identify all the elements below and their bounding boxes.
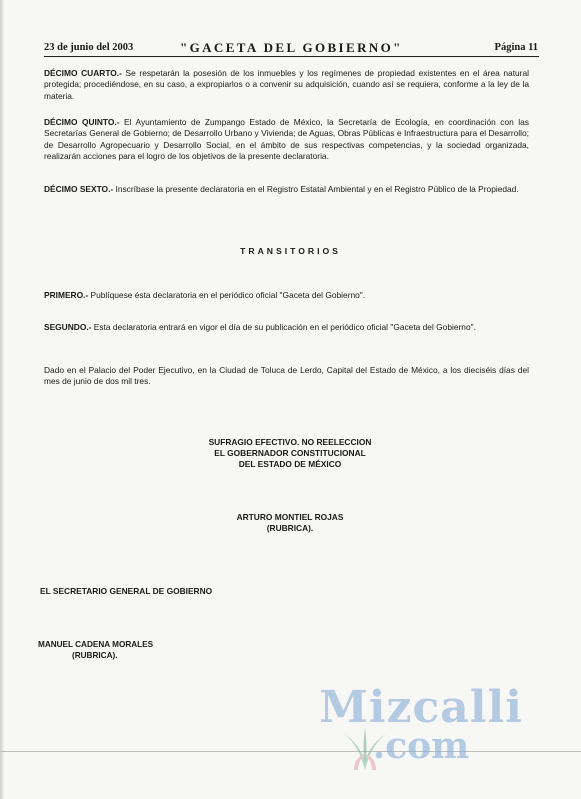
secretary-signature <box>38 640 178 661</box>
article-text: Inscríbase la presente declaratoria en el Registro Estatal Ambiental y en el Registro Público de la Propiedad. <box>113 184 519 194</box>
secretary-title: EL SECRETARIO GENERAL DE GOBIERNO <box>40 586 213 596</box>
article-text: El Ayuntamiento de Zumpango Estado de México, la Secretaría de Ecología, en coordinación con las Secretarías General de Gobierno; de Desarrollo Urbano y Vivienda; de Aguas, Obras Públicas e Infraestructura para el Desarrollo; de Desarrollo Agropecuario y Desarrollo Social, en el ámbito de sus respectivas competencias, y la sociedad organizada, realizarán acciones para el logro de los objetivos de la presente declaratoria. <box>44 117 529 162</box>
article-label: SEGUNDO.- <box>44 322 92 332</box>
governor-rubrica: (RUBRICA). <box>266 522 314 533</box>
header-title: "GACETA DEL GOBIERNO" <box>180 40 403 55</box>
article-text: Se respetarán la posesión de los inmuebles y los regímenes de propiedad existentes en el área natural protegida; procediéndose, en su caso, a expropiarlos o a convenir su adquisición, cuando así se requiera, conforme a la ley de la materia. <box>44 68 529 101</box>
transitorios-heading: TRANSITORIOS <box>240 246 341 256</box>
page-edge <box>0 0 4 799</box>
article-label: DÉCIMO CUARTO.- <box>44 68 122 78</box>
governor-name: ARTURO MONTIEL ROJAS <box>236 512 344 522</box>
dado-paragraph: Dado en el Palacio del Poder Ejecutivo, en la Ciudad de Toluca de Lerdo, Capital del Estado de México, a los dieciséis días del mes de junio de dos mil tres. <box>44 365 529 387</box>
mizcalli-watermark <box>318 684 524 782</box>
secretary-name: MANUEL CADENA MORALES <box>38 640 154 649</box>
watermark-text: Mizcalli <box>319 682 523 733</box>
transitorio-primero <box>44 290 529 301</box>
article-label: PRIMERO.- <box>44 290 89 300</box>
article-label: DÉCIMO SEXTO.- <box>44 184 114 194</box>
governor-signature <box>150 512 430 534</box>
governor-state: DEL ESTADO DE MÉXICO <box>238 458 342 469</box>
header-date: 23 de junio del 2003 <box>44 42 134 53</box>
article-text: Publíquese ésta declaratoria en el periódico oficial "Gaceta del Gobierno". <box>88 290 366 300</box>
motto-line: SUFRAGIO EFECTIVO. NO REELECCION <box>208 437 372 447</box>
article-label: DÉCIMO QUINTO.- <box>44 117 120 127</box>
header-rule <box>44 56 539 57</box>
article-text: Esta declaratoria entrará en vigor el día de su publicación en el periódico oficial "Gaceta del Gobierno". <box>91 322 476 332</box>
article-decimo-cuarto <box>44 68 529 102</box>
governor-block <box>150 437 430 469</box>
header-page-number: Página 11 <box>494 42 538 53</box>
article-decimo-sexto <box>44 184 529 195</box>
article-decimo-quinto <box>44 117 529 163</box>
transitorio-segundo <box>44 322 529 333</box>
watermark-domain: .com <box>372 725 470 767</box>
governor-title: EL GOBERNADOR CONSTITUCIONAL <box>214 447 366 458</box>
secretary-rubrica: (RUBRICA). <box>72 650 118 660</box>
